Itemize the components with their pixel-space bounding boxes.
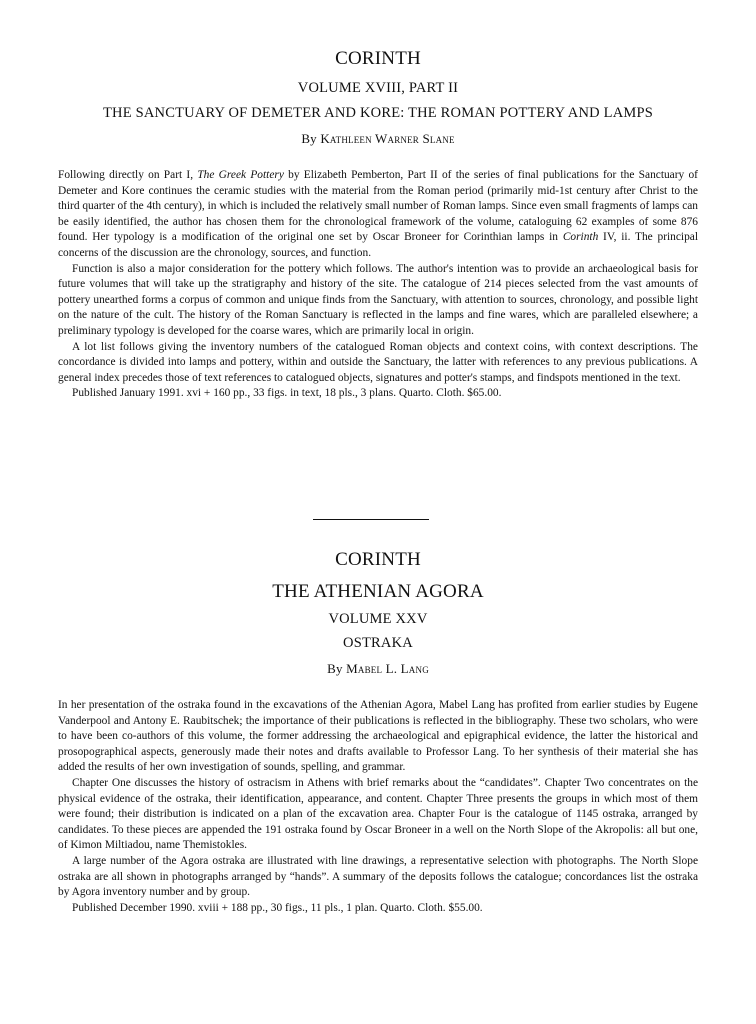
entry1-publication-info: Published January 1991. xvi + 160 pp., 33 figs. in text, 18 pls., 3 plans. Quarto. Cloth. $65.00. — [72, 387, 502, 400]
entry1-paragraph-2: Function is also a major consideration for the pottery which follows. The author's intention was to provide an archaeological basis for future volumes that will take up the stratigraphy and history of the site. The catalogue of 214 pieces selected from the vast amounts of pottery unearthed forms a corpus of common and unique finds from the Sanctuary, with attention to sources, chronology, and possible light on the nature of the cult. The history of the Roman Sanctuary is reflected in the lamps and fine wares, which are paralleled elsewhere; a preliminary typology is developed for the coarse wares, which are primarily local in origin. — [58, 262, 698, 337]
author-name: Kathleen Warner Slane — [320, 131, 455, 146]
entry2-publication-info: Published December 1990. xviii + 188 pp., 30 figs., 11 pls., 1 plan. Quarto. Cloth. $55.00. — [72, 901, 483, 914]
series-heading-2: CORINTH — [335, 549, 421, 570]
volume-heading-2: VOLUME XXV — [328, 611, 428, 627]
subseries-heading: THE ATHENIAN AGORA — [272, 581, 484, 602]
section-divider — [313, 519, 429, 520]
entry2-paragraph-3: A large number of the Agora ostraka are illustrated with line drawings, a representative selection with photographs. The North Slope ostraka are all shown in photographs arranged by “hands”. A summary of the deposits follows the catalogue; concordances list the ostraka by Agora inventory number and by group. — [58, 854, 698, 899]
by-label: By — [301, 131, 317, 146]
entry1-paragraph-1: Following directly on Part I, The Greek Pottery by Elizabeth Pemberton, Part II of the series of final publications for the Sanctuary of Demeter and Kore continues the ceramic studies with the material from the Roman period (primarily mid-1st century after Christ to the third quarter of the 4th century), in which is included the relatively small number of Roman lamps. Since even small fragments of lamps can be easily identified, the author has chosen them for the chronological framework of the volume, cataloguing 62 examples of some 876 found. Her typology is a modification of the original one set by Oscar Broneer for Corinthian lamps in Corinth IV, ii. The principal concerns of the discussion are the chronology, sources, and function. — [58, 169, 699, 259]
author-name: Mabel L. Lang — [346, 661, 429, 676]
title-heading-1: THE SANCTUARY OF DEMETER AND KORE: THE ROMAN POTTERY AND LAMPS — [102, 105, 653, 121]
author-line-1 — [58, 131, 698, 147]
title-heading-2: OSTRAKA — [343, 635, 413, 651]
author-line-2 — [58, 661, 698, 677]
entry2-paragraph-2: Chapter One discusses the history of ostracism in Athens with brief remarks about the “candidates”. Chapter Two concentrates on the physical evidence of the ostraka, their identification, appearance, and content. Chapter Three presents the groups in which most of them were found; their distribution is indicated on a plan of the excavation area. Chapter Four is the catalogue of 1145 ostraka, arranged by candidates. To these pieces are appended the 191 ostraka found by Oscar Broneer in a well on the North Slope of the Akropolis: all but one, of Kimon Miltiadou, name Themistokles. — [58, 776, 698, 852]
entry-2 — [58, 549, 698, 916]
entry2-paragraph-1: In her presentation of the ostraka found in the excavations of the Athenian Agora, Mabel Lang has profited from earlier studies by Eugene Vanderpool and Antony E. Raubitschek; the importance of their publications is reflected in the bibliography. These two scholars, who were to have been co-authors of this volume, the former addressing the archaeological and epigraphical evidence, the latter the historical and prosopographical aspects, generously made their notes and drafts available to Professor Lang. To her synthesis of their material she has added the results of her own investigation of sounds, spelling, and grammar. — [58, 699, 698, 774]
by-label: By — [327, 661, 343, 676]
series-heading-1: CORINTH — [335, 48, 421, 69]
entry1-paragraph-3: A lot list follows giving the inventory numbers of the catalogued Roman objects and context coins, with context descriptions. The concordance is divided into lamps and pottery, within and outside the Sanctuary, the latter with references to any previous publications. A general index precedes those of text references to catalogued objects, signatures and potter's stamps, and findspots mentioned in the text. — [58, 340, 698, 384]
volume-heading-1: VOLUME XVIII, PART II — [297, 80, 459, 96]
